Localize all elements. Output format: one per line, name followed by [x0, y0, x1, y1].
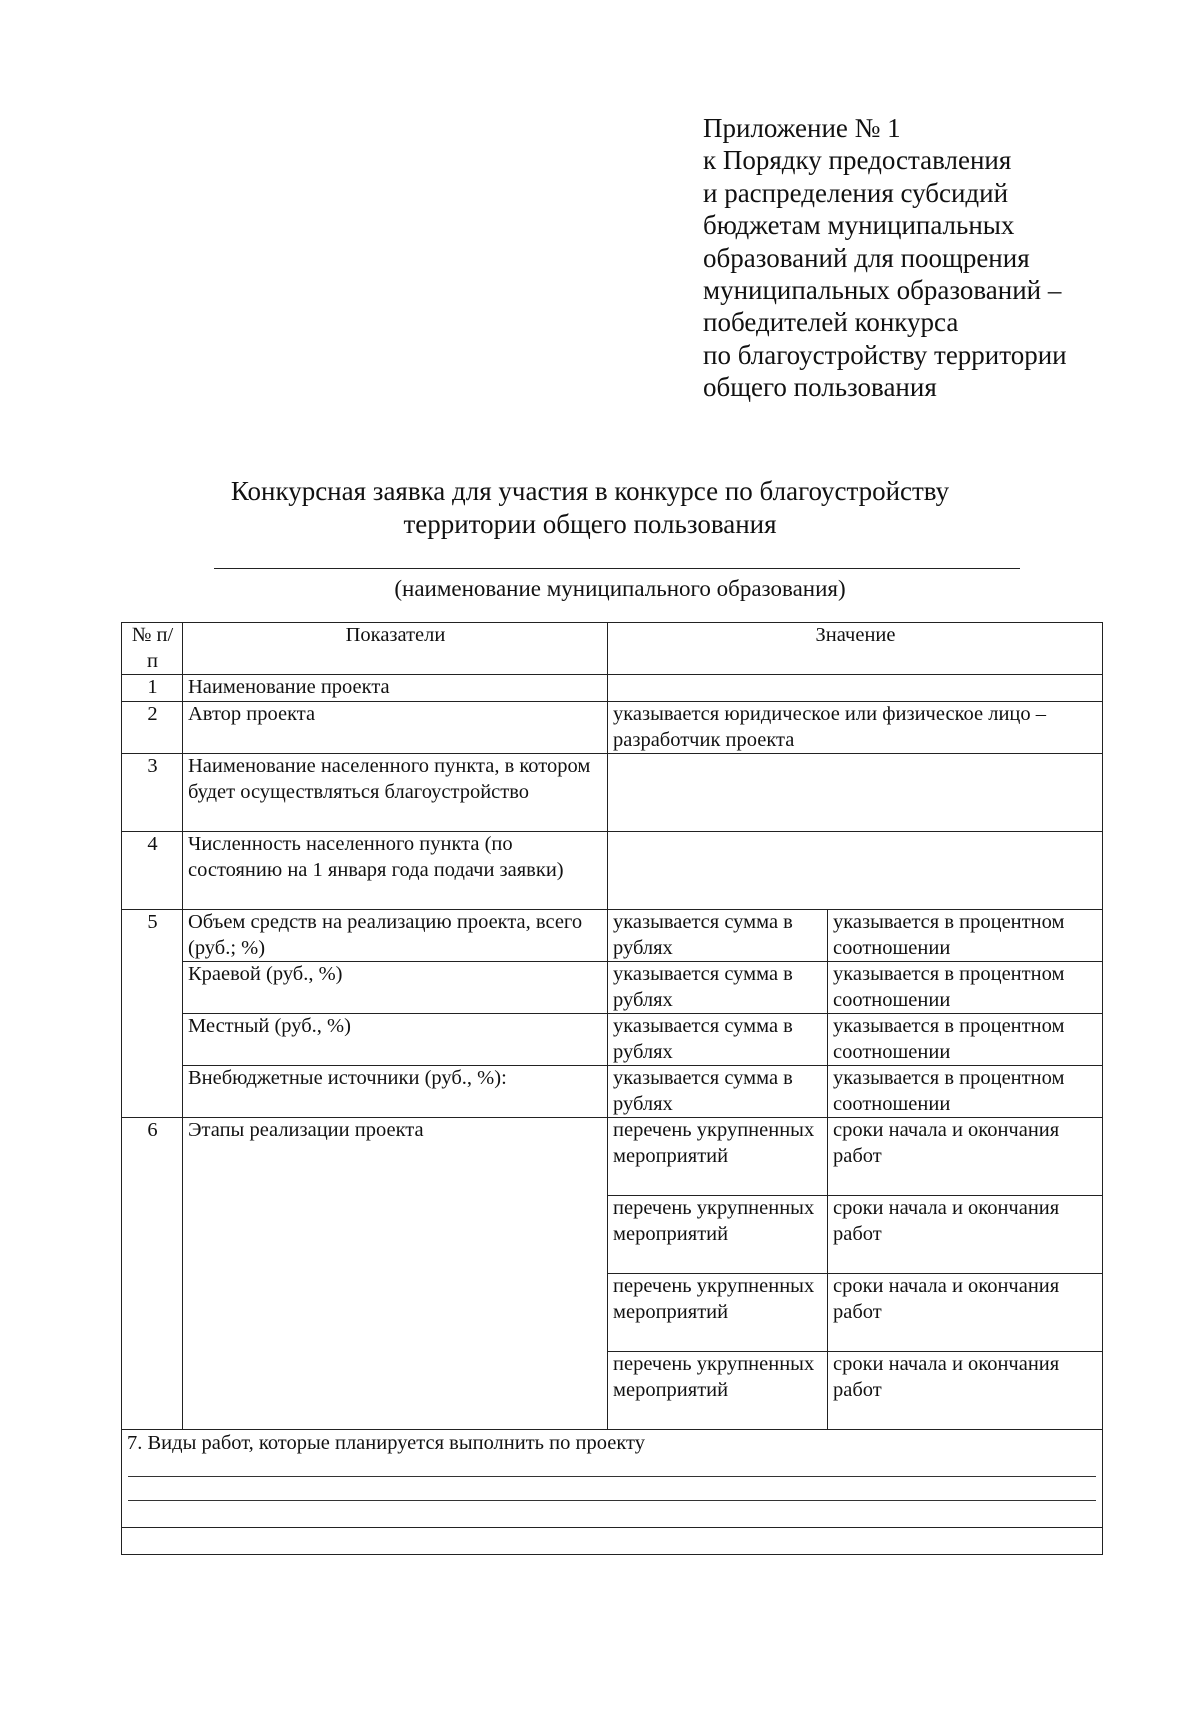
- row-number: 2: [122, 702, 183, 754]
- stage-list[interactable]: перечень укрупненных мероприятий: [608, 1196, 828, 1274]
- funding-sum[interactable]: указывается сумма в рублях: [608, 910, 828, 962]
- title-line-2: территории общего пользования: [403, 509, 777, 539]
- header-number: № п/п: [122, 623, 183, 675]
- table-row: [122, 702, 1103, 754]
- works-section-label: 7. Виды работ, которые планируется выполнить по проекту: [127, 1432, 645, 1454]
- table-row: [122, 910, 1103, 962]
- table-header-row: [122, 623, 1103, 675]
- appendix-line: по благоустройству территории: [703, 339, 1067, 370]
- municipality-fill-line[interactable]: [214, 568, 1020, 569]
- row-number: 1: [122, 675, 183, 702]
- appendix-line: образований для поощрения: [703, 242, 1030, 273]
- row-value[interactable]: [608, 832, 1103, 910]
- row-label: Этапы реализации проекта: [183, 1118, 608, 1430]
- table-row: [122, 754, 1103, 832]
- funding-label: Объем средств на реализацию проекта, всего (руб.; %): [183, 910, 608, 962]
- stage-list[interactable]: перечень укрупненных мероприятий: [608, 1352, 828, 1430]
- table-row: [122, 1118, 1103, 1196]
- appendix-line: общего пользования: [703, 372, 937, 403]
- table-row: [122, 832, 1103, 910]
- row-value[interactable]: указывается юридическое или физическое лицо – разработчик проекта: [608, 702, 1103, 754]
- works-fill-line[interactable]: [128, 1500, 1096, 1501]
- appendix-line: победителей конкурса: [703, 307, 959, 338]
- appendix-heading: [703, 112, 1123, 404]
- funding-label: Местный (руб., %): [183, 1014, 608, 1066]
- funding-label: Краевой (руб., %): [183, 962, 608, 1014]
- stage-list[interactable]: перечень укрупненных мероприятий: [608, 1274, 828, 1352]
- row-number: 3: [122, 754, 183, 832]
- stage-terms[interactable]: сроки начала и окончания работ: [828, 1274, 1103, 1352]
- funding-sum[interactable]: указывается сумма в рублях: [608, 1014, 828, 1066]
- row-number: 4: [122, 832, 183, 910]
- funding-percent[interactable]: указывается в процентном соотношении: [828, 1066, 1103, 1118]
- table-row: [122, 1066, 1103, 1118]
- appendix-line: Приложение № 1: [703, 113, 901, 143]
- row-number: 6: [122, 1118, 183, 1430]
- row-number: 5: [122, 910, 183, 1118]
- stage-terms[interactable]: сроки начала и окончания работ: [828, 1352, 1103, 1430]
- funding-percent[interactable]: указывается в процентном соотношении: [828, 1014, 1103, 1066]
- table-row: [122, 962, 1103, 1014]
- funding-percent[interactable]: указывается в процентном соотношении: [828, 910, 1103, 962]
- row-label: Наименование проекта: [183, 675, 608, 702]
- funding-sum[interactable]: указывается сумма в рублях: [608, 962, 828, 1014]
- row-label: Численность населенного пункта (по состоянию на 1 января года подачи заявки): [183, 832, 608, 910]
- header-indicator: Показатели: [183, 623, 608, 675]
- document-title: [120, 475, 1060, 541]
- municipality-caption: (наименование муниципального образования): [394, 576, 846, 601]
- table-row: [122, 675, 1103, 702]
- stage-terms[interactable]: сроки начала и окончания работ: [828, 1196, 1103, 1274]
- appendix-line: бюджетам муниципальных: [703, 210, 1015, 241]
- appendix-line: и распределения субсидий: [703, 177, 1009, 208]
- funding-label: Внебюджетные источники (руб., %):: [183, 1066, 608, 1118]
- application-table: [121, 622, 1103, 1430]
- stage-list[interactable]: перечень укрупненных мероприятий: [608, 1118, 828, 1196]
- appendix-line: муниципальных образований –: [703, 275, 1062, 306]
- works-divider: [122, 1527, 1102, 1528]
- row-label: Наименование населенного пункта, в котором будет осуществляться благоустройство: [183, 754, 608, 832]
- row-label: Автор проекта: [183, 702, 608, 754]
- header-value: Значение: [608, 623, 1103, 675]
- table-row: [122, 1014, 1103, 1066]
- funding-percent[interactable]: указывается в процентном соотношении: [828, 962, 1103, 1014]
- stage-terms[interactable]: сроки начала и окончания работ: [828, 1118, 1103, 1196]
- works-fill-line[interactable]: [128, 1476, 1096, 1477]
- row-value[interactable]: [608, 754, 1103, 832]
- appendix-line: к Порядку предоставления: [703, 145, 1012, 176]
- row-value[interactable]: [608, 675, 1103, 702]
- works-section: [121, 1429, 1103, 1555]
- funding-sum[interactable]: указывается сумма в рублях: [608, 1066, 828, 1118]
- title-line-1: Конкурсная заявка для участия в конкурсе по благоустройству: [230, 476, 950, 506]
